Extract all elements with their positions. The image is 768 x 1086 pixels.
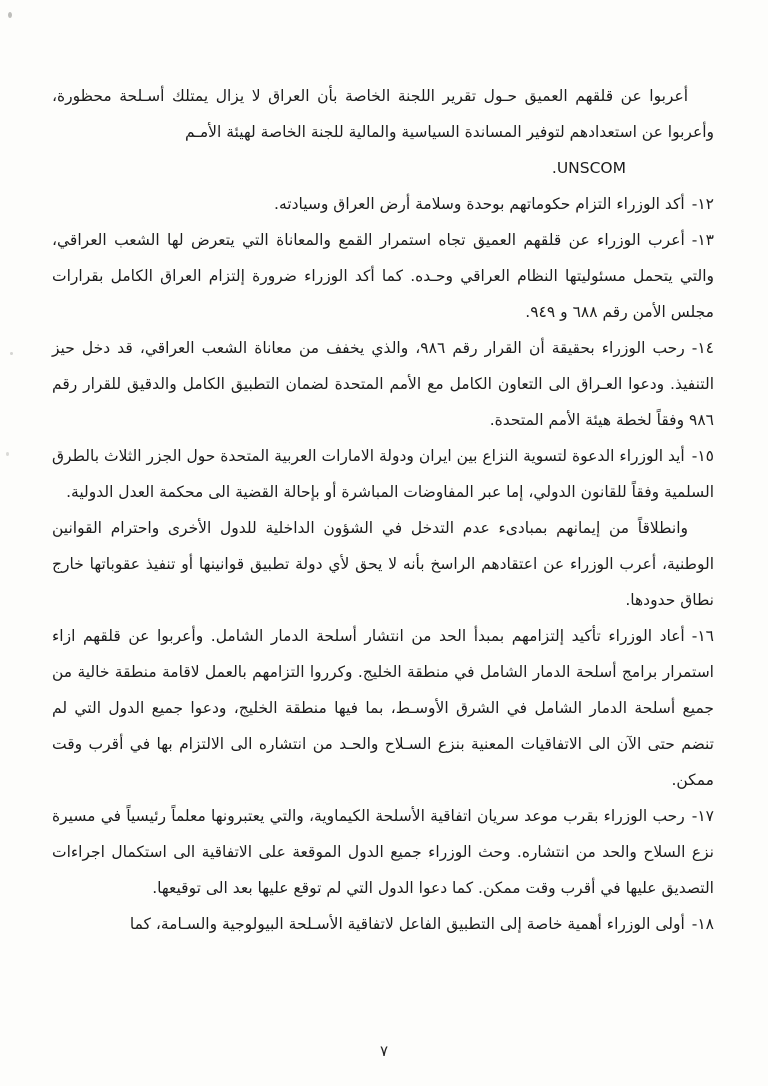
- paragraph-subclause: [52, 510, 714, 618]
- paragraph-text: أولى الوزراء أهمية خاصة إلى التطبيق الفاعل لاتفاقية الأسـلحة البيولوجية والسـامة، كما: [129, 915, 685, 933]
- paragraph-item-12: [52, 186, 714, 222]
- paragraph-item-16: [52, 618, 714, 798]
- item-number: ١٧-: [691, 807, 714, 825]
- paragraph-text: أعرب الوزراء عن قلقهم العميق تجاه استمرار القمع والمعاناة التي يتعرض لها الشعب العراقي، والتي يتحمل مسئوليتها النظام العراقي وحـده. كما أكد الوزراء ضرورة إلتزام العراق الكامل بقرارات مجلس الأمن رقم ٦٨٨ و ٩٤٩.: [52, 231, 714, 321]
- scan-speck: [8, 12, 12, 18]
- paragraph-text: أعربوا عن قلقهم العميق حـول تقرير اللجنة الخاصة بأن العراق لا يزال يمتلك أسـلحة محظورة، وأعربوا عن استعدادهم لتوفير المساندة السياسية والمالية للجنة الخاصة لهيئة الأمـم: [52, 87, 714, 141]
- item-number: ١٥-: [691, 447, 714, 465]
- scan-speck: [6, 452, 9, 456]
- item-number: ١٦-: [691, 627, 714, 645]
- paragraph-text: أيد الوزراء الدعوة لتسوية النزاع بين ايران ودولة الامارات العربية المتحدة حول الجزر الثلاث بالطرق السلمية وفقاً للقانون الدولي، إما عبر المفاوضات المباشرة أو بإحالة القضية الى محكمة العدل الدولية.: [52, 447, 714, 501]
- paragraph-item-17: [52, 798, 714, 906]
- paragraph-item-15: [52, 438, 714, 510]
- paragraph-item-13: [52, 222, 714, 330]
- paragraph-continuation: [52, 78, 714, 150]
- item-number: ١٤-: [691, 339, 714, 357]
- document-body: [52, 78, 714, 942]
- paragraph-item-18: [52, 906, 714, 942]
- paragraph-text: أكد الوزراء التزام حكوماتهم بوحدة وسلامة أرض العراق وسيادته.: [274, 195, 685, 213]
- paragraph-text: رحب الوزراء بقرب موعد سريان اتفاقية الأسلحة الكيماوية، والتي يعتبرونها معلماً رئيسياً في مسيرة نزع السلاح والحد من انتشاره. وحث الوزراء جميع الدول الموقعة على الاتفاقية الى استكمال اجراءات التصديق عليها في أقرب وقت ممكن. كما دعوا الدول التي لم توقع عليها بعد الى توقيعها.: [52, 807, 714, 897]
- paragraph-text: رحب الوزراء بحقيقة أن القرار رقم ٩٨٦، والذي يخفف من معاناة الشعب العراقي، قد دخل حيز التنفيذ. ودعوا العـراق الى التعاون الكامل مع الأمم المتحدة لضمان التطبيق الكامل والدقيق للقرار رقم ٩٨٦ وفقاً لخطة هيئة الأمم المتحدة.: [52, 339, 714, 429]
- item-number: ١٢-: [691, 195, 714, 213]
- paragraph-text: وانطلاقاً من إيمانهم بمبادىء عدم التدخل في الشؤون الداخلية للدول الأخرى واحترام القوانين الوطنية، أعرب الوزراء عن اعتقادهم الراسخ بأنه لا يحق لأي دولة تطبيق قوانينها أو تنفيذ عقوباتها خارج نطاق حدودها.: [52, 519, 714, 609]
- paragraph-item-14: [52, 330, 714, 438]
- paragraph-text: أعاد الوزراء تأكيد إلتزامهم بمبدأ الحد من انتشار أسلحة الدمار الشامل. وأعربوا عن قلقهم ازاء استمرار برامج أسلحة الدمار الشامل في منطقة الخليج. وكرروا التزامهم بالعمل لاقامة منطقة خالية من جميع أسلحة الدمار الشامل في الشرق الأوسـط، بما فيها منطقة الخليج، ودعوا جميع الدول التي لم تنضم حتى الآن الى الاتفاقيات المعنية بنزع السـلاح والحـد من انتشاره الى الالتزام بها في أقرب وقت ممكن.: [52, 627, 714, 789]
- item-number: ١٣-: [691, 231, 714, 249]
- scan-speck: [10, 352, 13, 355]
- unscom-line: UNSCOM.: [551, 159, 626, 177]
- page-number: ٧: [379, 1042, 389, 1060]
- item-number: ١٨-: [691, 915, 714, 933]
